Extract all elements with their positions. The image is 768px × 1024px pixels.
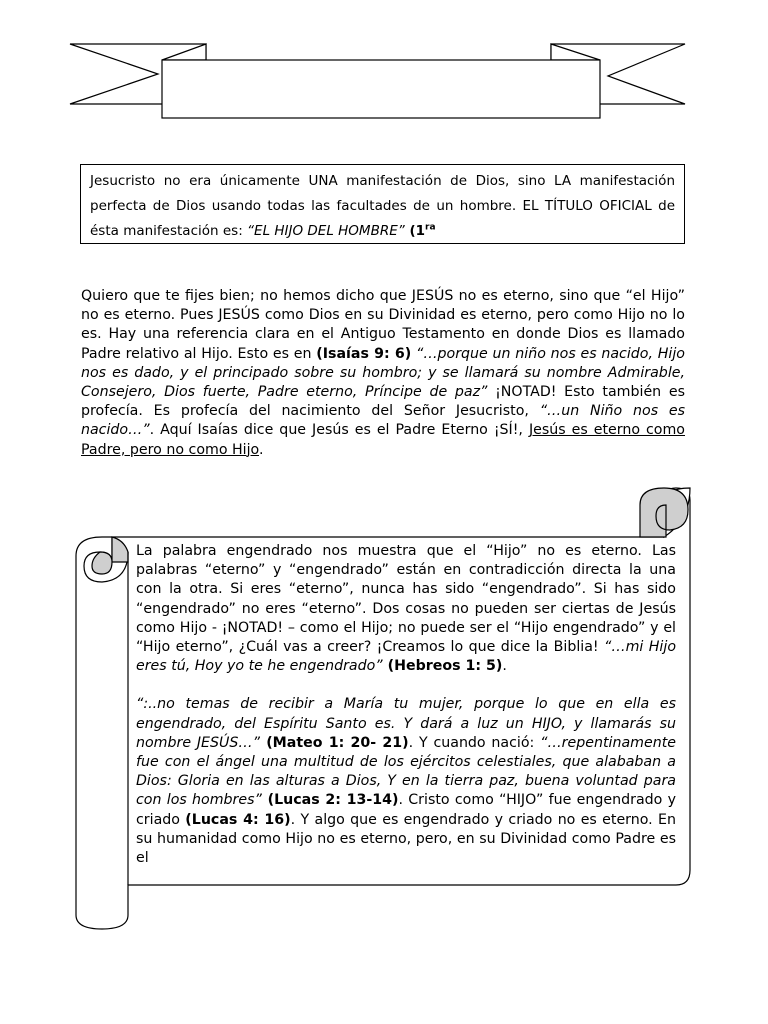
para-s3: . Aquí Isaías dice que Jesús es el Padre Eterno ¡SÍ!, — [149, 422, 529, 439]
para-s1: Quiero que te fijes bien; no hemos dicho que JESÚS no es eterno, sino que “el Hijo” no es eterno. Pues JESÚS como Dios en su Divinidad es eterno, pero como Hijo no lo es. Hay una referencia clara en el Antiguo Testamento en donde Dios es llamado Padre relativo al Hijo. Esto es en — [81, 288, 685, 362]
scroll-p2-ref1: (Mateo 1: 20- 21) — [259, 734, 409, 751]
para-underlined: Jesús es eterno como Padre, pero no como Hijo — [81, 422, 685, 458]
scroll-p1-text: La palabra engendrado nos muestra que el “Hijo” no es eterno. Las palabras “eterno” y “engendrado” están en contradicción directa la una con la otra. Si eres “eterno”, nunca has sido “engendrado”. Si has sido “engendrado” no eres “eterno”. Dos cosas no pueden ser ciertas de Jesús como Hijo - ¡NOTAD! – como el Hijo; no puede ser el “Hijo engendrado” y el “Hijo eterno”, ¿Cuál vas a creer? ¡Creamos lo que dice la Biblia! — [136, 543, 676, 656]
scroll-p2-t1: . Y cuando nació: — [408, 734, 541, 751]
intro-line1: Jesucristo no era únicamente UNA manifestación de Dios, sino LA manifestación perfecta de Dios usando todas las facultades de un hombre. — [90, 173, 675, 214]
para-ref1: (Isaías 9: 6) — [316, 345, 412, 362]
scroll-text — [136, 542, 676, 885]
scroll-p2-ref3: (Lucas 4: 16) — [185, 811, 291, 828]
scroll-paragraph-1 — [136, 542, 676, 676]
scroll-paragraph-gap — [136, 676, 676, 695]
para-end: . — [259, 441, 264, 458]
scroll-p2-quote2: “…repentinamente fue con el ángel una multitud de los ejércitos celestiales, que alababan a Dios: Gloria en las alturas a Dios, Y en la tierra paz, buena voluntad para con los hombres” — [136, 734, 676, 809]
para-quote2: “…un Niño nos es nacido…” — [81, 403, 685, 439]
scroll-p2-t3: . Y algo que es engendrado y criado no es eterno. En su humanidad como Hijo no es eterno, pero, en su Divinidad como Padre es el — [136, 811, 676, 867]
intro-line2-ref: (1 — [404, 223, 426, 239]
scroll-p1-ref: (Hebreos 1: 5) — [382, 658, 503, 675]
scroll-paragraph-2 — [136, 695, 676, 868]
scroll-p1-end: . — [502, 658, 507, 675]
intro-line2-quote: “EL HIJO DEL HOMBRE” — [247, 223, 405, 239]
scroll-p1-quote: “…mi Hijo eres tú, Hoy yo te he engendrado” — [136, 639, 676, 675]
scroll-p2-ref2: (Lucas 2: 13-14) — [261, 792, 399, 809]
para-s2: ¡NOTAD! Esto también es profecía. Es profecía del nacimiento del Señor Jesucristo, — [81, 384, 685, 420]
intro-line2-pre: EL TÍTULO OFICIAL de ésta manifestación es: — [90, 198, 675, 239]
scroll-p2-t2: . Cristo como “HIJO” fue engendrado y criado — [136, 792, 676, 828]
scroll-p2-quote1: “:..no temas de recibir a María tu mujer, porque lo que en ella es engendrado, del Espíritu Santo es. Y dará a luz un HIJO, y llamarás su nombre JESÚS…” — [136, 696, 676, 751]
intro-line2-sup: ra — [425, 222, 436, 233]
para-quote1: “…porque un niño nos es nacido, Hijo nos es dado, y el principado sobre su hombro; y se llamará su nombre Admirable, Consejero, Dios fuerte, Padre eterno, Príncipe de paz” — [81, 345, 685, 401]
